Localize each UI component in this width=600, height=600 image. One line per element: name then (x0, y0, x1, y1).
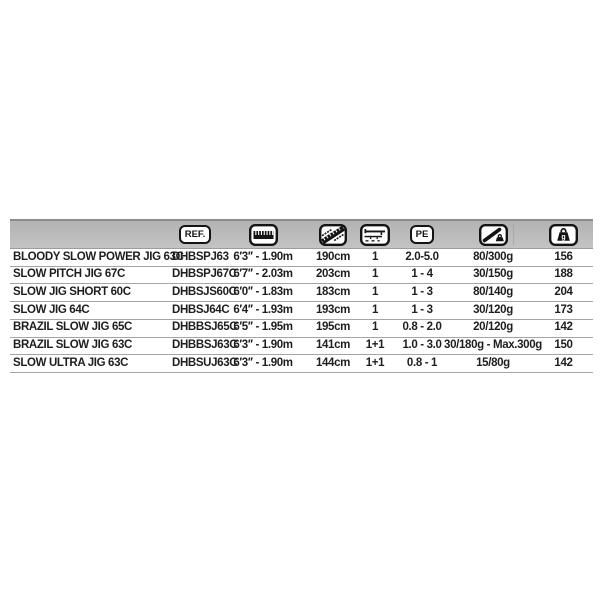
cell-sections: 1 (371, 303, 379, 316)
cell-weight: 150 (554, 339, 573, 352)
cell-pe: 1.0 - 3.0 (402, 339, 442, 352)
folding-ruler-icon (319, 224, 347, 246)
cell-lure-weight: 30/120g (473, 303, 513, 316)
cell-lure-weight: 15/80g (476, 356, 510, 369)
cell-sections: 1 (371, 250, 379, 263)
cell-model: SLOW ULTRA JIG 63C (13, 356, 129, 369)
table-row (10, 302, 593, 320)
cell-ref: DHBBSJ65C (172, 321, 238, 334)
cell-pe: 0.8 - 2.0 (402, 321, 442, 334)
cell-closed-length: 190cm (315, 250, 351, 263)
table-row (10, 267, 593, 285)
jig-lure-weight-icon (479, 224, 508, 246)
svg-text:g: g (561, 233, 566, 241)
table-header-row (10, 219, 593, 249)
cell-length: 6′7′′ - 2.03m (233, 268, 293, 281)
cell-pe: 1 - 4 (411, 268, 433, 281)
table-body (10, 249, 593, 373)
header-divider-line (513, 224, 514, 245)
header-pe (392, 221, 452, 248)
cell-closed-length: 193cm (315, 303, 351, 316)
rod-sections-icon (360, 224, 390, 246)
table-row (10, 355, 593, 373)
cell-length: 6′3′′ - 1.90m (233, 250, 293, 263)
table-row (10, 338, 593, 356)
cell-weight: 142 (554, 321, 573, 334)
cell-pe: 1 - 3 (411, 303, 433, 316)
cell-sections: 1+1 (365, 339, 385, 352)
cell-lure-weight: 80/140g (473, 286, 513, 298)
cell-closed-length: 141cm (315, 339, 351, 352)
header-sections (358, 221, 392, 248)
cell-ref: DHBSPJ67C (172, 268, 237, 281)
header-model-spacer (10, 221, 172, 248)
cell-lure-weight: 30/180g - Max.300g (444, 339, 542, 352)
cell-sections: 1 (371, 268, 379, 281)
cell-model: SLOW PITCH JIG 67C (13, 268, 125, 281)
cell-lure-weight: 30/150g (473, 268, 513, 281)
cell-weight: 142 (554, 356, 573, 369)
cell-length: 6′4′′ - 1.93m (233, 303, 293, 316)
cell-model: SLOW JIG SHORT 60C (13, 286, 131, 298)
ref-badge: REF. (179, 225, 212, 245)
cell-model: BRAZIL SLOW JIG 63C (13, 339, 133, 352)
cell-closed-length: 195cm (315, 321, 351, 334)
cell-lure-weight: 80/300g (473, 250, 513, 263)
cell-ref: DHBSUJ63C (172, 356, 238, 369)
cell-lure-weight: 20/120g (473, 321, 513, 334)
pe-badge: PE (410, 225, 435, 245)
rod-spec-table (10, 219, 593, 373)
cell-weight: 156 (554, 250, 573, 263)
cell-ref: DHBSPJ63 (172, 250, 229, 263)
header-rod-weight (534, 221, 593, 248)
cell-pe: 1 - 3 (411, 286, 433, 298)
cell-model: SLOW JIG 64C (13, 303, 90, 316)
cell-ref: DHBBSJ63C (172, 339, 238, 352)
cell-weight: 173 (554, 303, 573, 316)
cell-sections: 1 (371, 321, 379, 334)
cell-sections: 1 (371, 286, 379, 298)
cell-ref: DHBSJ64C (172, 303, 230, 316)
table-row (10, 249, 593, 267)
table-row (10, 320, 593, 338)
cell-model: BLOODY SLOW POWER JIG 63C (13, 250, 184, 263)
header-closed-length (308, 221, 358, 248)
cell-closed-length: 203cm (315, 268, 351, 281)
cell-length: 6′3′′ - 1.90m (233, 339, 293, 352)
weight-icon (549, 224, 578, 246)
cell-model: BRAZIL SLOW JIG 65C (13, 321, 133, 334)
cell-length: 6′5′′ - 1.95m (233, 321, 293, 334)
cell-length: 6′0′′ - 1.83m (233, 286, 293, 298)
table-row (10, 284, 593, 302)
cell-ref: DHBSJS60C (172, 286, 237, 298)
cell-length: 6′3′′ - 1.90m (233, 356, 293, 369)
cell-pe: 0.8 - 1 (406, 356, 438, 369)
header-length (218, 221, 308, 248)
cell-pe: 2.0-5.0 (405, 250, 439, 263)
ruler-icon (249, 224, 278, 246)
cell-weight: 188 (554, 268, 573, 281)
cell-weight: 204 (554, 286, 573, 298)
cell-closed-length: 183cm (315, 286, 351, 298)
header-lure-weight (452, 221, 534, 248)
cell-closed-length: 144cm (315, 356, 351, 369)
cell-sections: 1+1 (365, 356, 385, 369)
header-ref (172, 221, 218, 248)
